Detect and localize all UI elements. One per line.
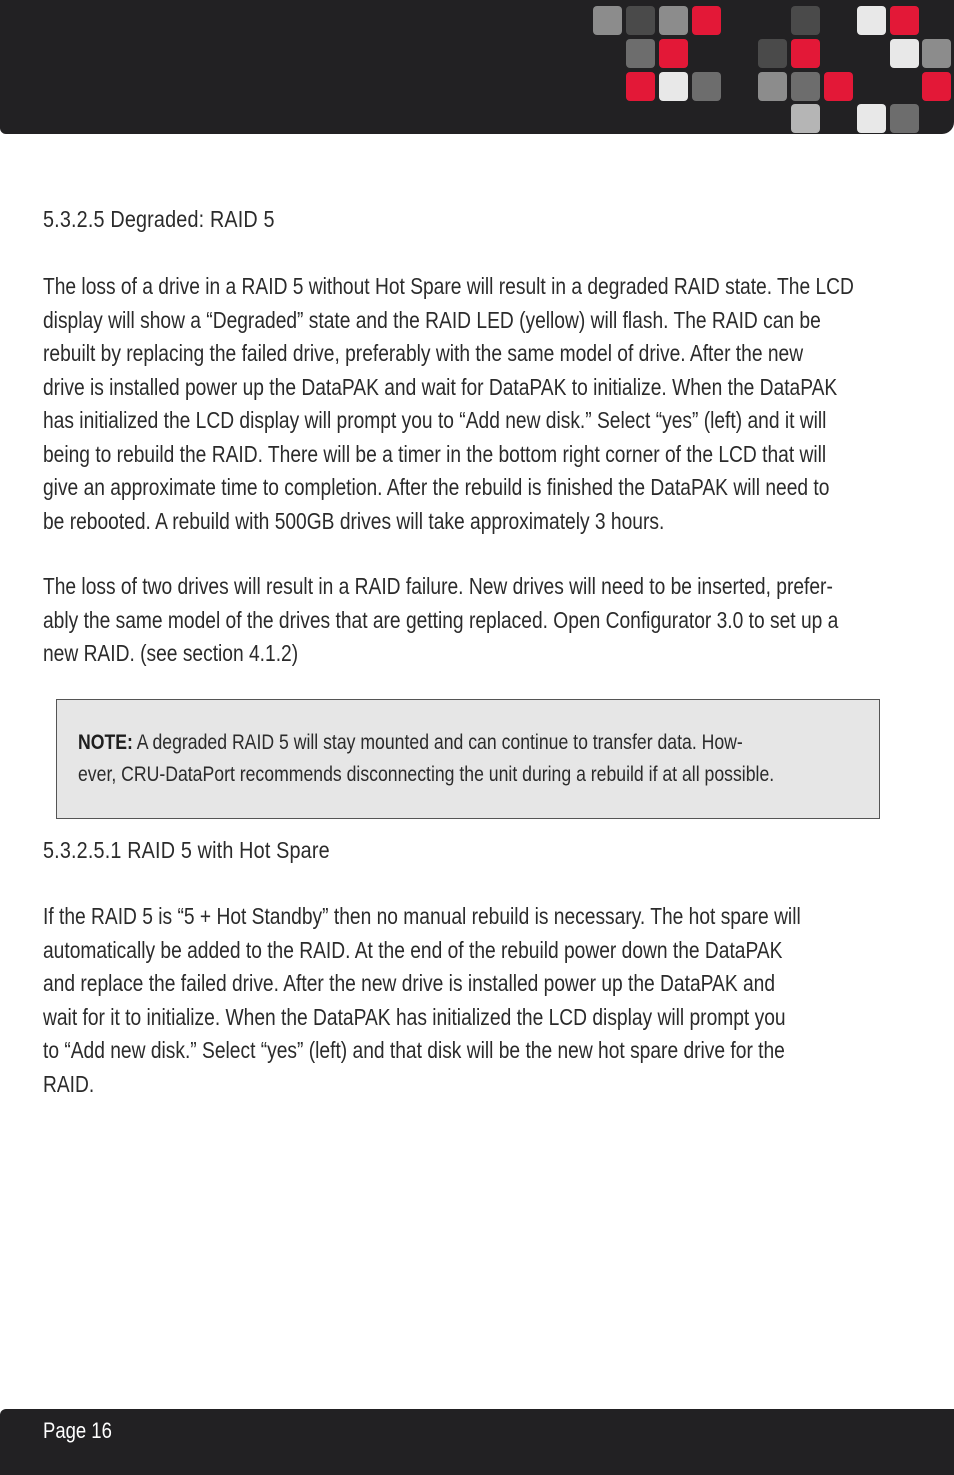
note-line-text: A degraded RAID 5 will stay mounted and can continue to transfer data. How-: [132, 731, 743, 754]
paragraph-line: has initialized the LCD display will prompt you to “Add new disk.” Select “yes” (left) and it will: [43, 407, 827, 433]
paragraph-line: If the RAID 5 is “5 + Hot Standby” then no manual rebuild is necessary. The hot spare will: [43, 903, 801, 929]
decor-square: [922, 39, 951, 68]
paragraph-line: The loss of a drive in a RAID 5 without Hot Spare will result in a degraded RAID state. The LCD: [43, 273, 854, 299]
decor-square: [791, 39, 820, 68]
header-decor-squares: [0, 0, 954, 134]
note-line: ever, CRU-DataPort recommends disconnecting the unit during a rebuild if at all possible.: [78, 763, 775, 786]
decor-square: [857, 104, 886, 133]
paragraph-line: automatically be added to the RAID. At the end of the rebuild power down the DataPAK: [43, 936, 783, 963]
decor-square: [758, 39, 787, 68]
paragraph-line: wait for it to initialize. When the DataPAK has initialized the LCD display will prompt you: [43, 1003, 786, 1030]
decor-square: [593, 6, 622, 35]
decor-square: [922, 72, 951, 101]
decor-square: [659, 6, 688, 35]
paragraph-raid-failure: [43, 570, 954, 671]
decor-square: [890, 6, 919, 35]
decor-square: [626, 6, 655, 35]
decor-square: [626, 72, 655, 101]
paragraph-line: being to rebuild the RAID. There will be a timer in the bottom right corner of the LCD that will: [43, 440, 827, 467]
paragraph-line: The loss of two drives will result in a RAID failure. New drives will need to be inserted, prefer-: [43, 573, 833, 599]
paragraph-line: and replace the failed drive. After the new drive is installed power up the DataPAK and: [43, 970, 776, 996]
note-label: NOTE:: [78, 731, 133, 754]
page-number: Page 16: [43, 1418, 112, 1443]
decor-square: [692, 72, 721, 101]
decor-square: [659, 72, 688, 101]
decor-square: [791, 104, 820, 133]
footer-bar: [0, 1409, 954, 1475]
decor-square: [890, 104, 919, 133]
paragraph-line: be rebooted. A rebuild with 500GB drives will take approximately 3 hours.: [43, 507, 665, 534]
section-heading-raid5-hot-spare: 5.3.2.5.1 RAID 5 with Hot Spare: [43, 837, 330, 863]
decor-square: [626, 39, 655, 68]
paragraph-hot-spare-description: [43, 900, 950, 1101]
paragraph-line: to “Add new disk.” Select “yes” (left) and that disk will be the new hot spare drive for the: [43, 1037, 785, 1063]
paragraph-degraded-description: [43, 270, 954, 538]
decor-square: [659, 39, 688, 68]
paragraph-line: drive is installed power up the DataPAK and wait for DataPAK to initialize. When the DataPAK: [43, 373, 838, 400]
note-text: [78, 727, 907, 791]
decor-square: [758, 72, 787, 101]
decor-square: [857, 6, 886, 35]
decor-square: [692, 6, 721, 35]
note-line: [78, 727, 907, 759]
paragraph-line: give an approximate time to completion. After the rebuild is finished the DataPAK will need to: [43, 474, 830, 500]
section-heading-degraded-raid5: 5.3.2.5 Degraded: RAID 5: [43, 206, 275, 232]
paragraph-line: new RAID. (see section 4.1.2): [43, 640, 299, 666]
paragraph-line: ably the same model of the drives that are getting replaced. Open Configurator 3.0 to set up a: [43, 606, 839, 633]
decor-square: [890, 39, 919, 68]
paragraph-line: display will show a “Degraded” state and the RAID LED (yellow) will flash. The RAID can be: [43, 306, 821, 333]
decor-square: [791, 72, 820, 101]
paragraph-line: rebuilt by replacing the failed drive, preferably with the same model of drive. After the new: [43, 340, 804, 366]
header-banner: [0, 0, 954, 134]
decor-square: [791, 6, 820, 35]
paragraph-line: RAID.: [43, 1070, 95, 1097]
decor-square: [824, 72, 853, 101]
